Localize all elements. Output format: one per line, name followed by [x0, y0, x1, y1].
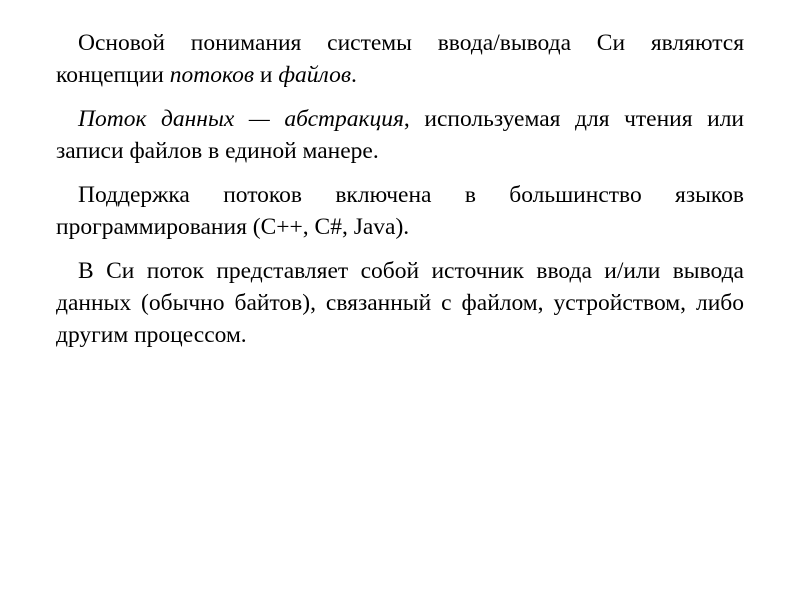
text-run-italic: абстракция: [284, 105, 404, 132]
text-run-italic: —: [248, 105, 285, 132]
paragraph-1: [56, 28, 744, 92]
text-run: В Си поток представляет собой источник ввода и/или вывода данных (обычно байтов), связанный с файлом, устройством, либо другим процессом.: [56, 257, 744, 348]
slide-body: [56, 28, 744, 352]
text-run-italic: Поток данных: [78, 105, 249, 132]
paragraph-4: [56, 256, 744, 352]
paragraph-3: [56, 180, 744, 244]
text-run-italic: потоков: [169, 61, 255, 88]
text-run: .: [351, 61, 357, 88]
paragraph-2: [56, 104, 744, 168]
text-run: Поддержка потоков включена в большинство языков программирования (C++, C#, Java).: [56, 181, 744, 240]
text-run: и: [254, 61, 279, 88]
text-run: , используемая для чтения или записи файлов в единой манере.: [56, 105, 744, 164]
text-run-italic: файлов: [278, 61, 352, 88]
text-run: Основой понимания системы ввода/вывода Си являются концепции: [56, 30, 744, 88]
